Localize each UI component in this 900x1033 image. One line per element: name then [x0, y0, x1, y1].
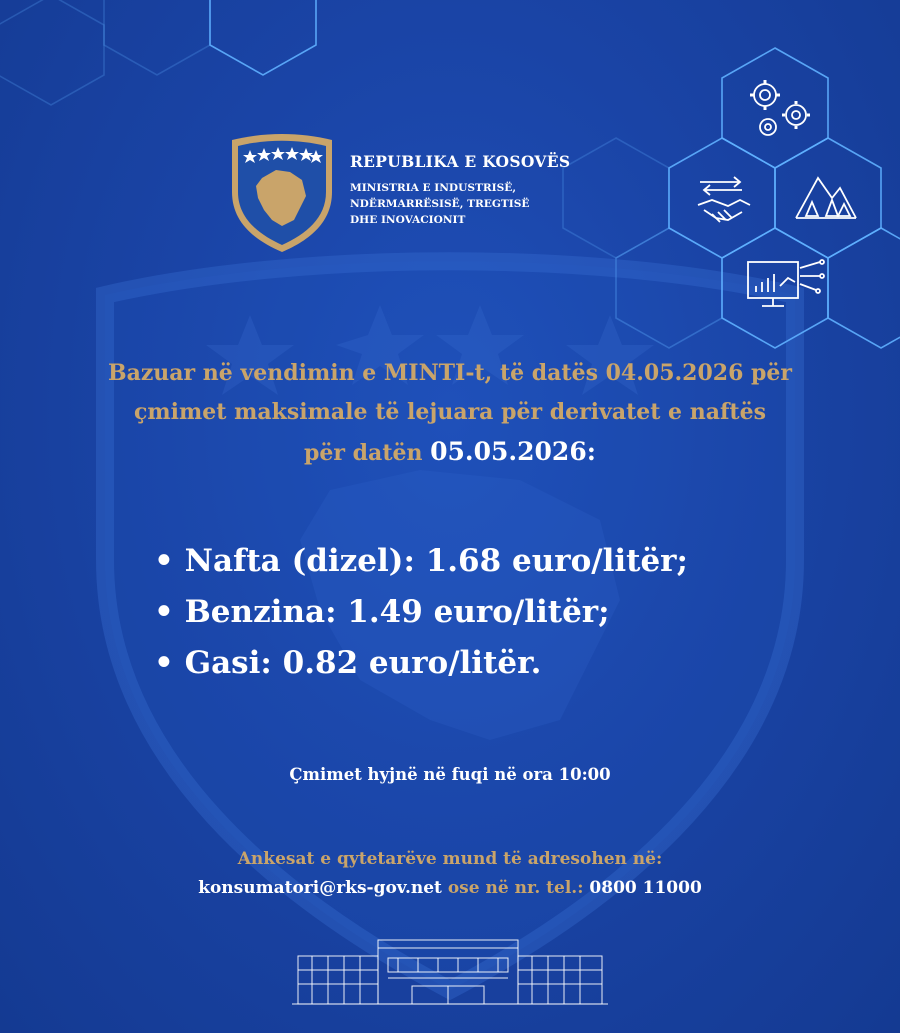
- ministry-title: [350, 180, 570, 228]
- contact-line-1: Ankesat e qytetarëve mund të adresohen në:: [237, 849, 663, 869]
- price-gas: • Gasi: 0.82 euro/litër.: [154, 645, 542, 681]
- price-petrol: • Benzina: 1.49 euro/litër;: [154, 594, 610, 630]
- intro-line-2: çmimet maksimale të lejuara për derivatet e naftës: [134, 399, 766, 425]
- contact-phone[interactable]: 0800 11000: [589, 878, 702, 898]
- kosovo-coat-of-arms-icon: [228, 134, 336, 254]
- decision-intro: [20, 354, 880, 473]
- intro-date-prefix: për datën: [304, 440, 423, 466]
- contact-line-2: [0, 874, 900, 903]
- gears-icon: [750, 80, 810, 135]
- handshake-icon: [698, 177, 750, 222]
- ministry-line-1: MINISTRIA E INDUSTRISË,: [350, 182, 517, 194]
- mountains-trees-icon: [796, 178, 856, 218]
- effective-date: 05.05.2026:: [430, 437, 596, 466]
- analytics-monitor-icon: [748, 260, 824, 306]
- price-diesel: • Nafta (dizel): 1.68 euro/litër;: [154, 543, 688, 579]
- intro-line-3: [20, 432, 880, 473]
- building-outline-icon: [292, 938, 608, 1006]
- ministry-line-3: DHE INOVACIONIT: [350, 214, 466, 226]
- contact-middle-text: ose në nr. tel.:: [441, 878, 590, 898]
- effective-time: Çmimet hyjnë në fuqi në ora 10:00: [289, 765, 611, 784]
- ministry-line-2: NDËRMARRËSISË, TREGTISË: [350, 198, 530, 210]
- contact-email[interactable]: konsumatori@rks-gov.net: [198, 878, 442, 898]
- ministry-header: [228, 134, 648, 254]
- complaints-contact: [0, 845, 900, 903]
- fuel-price-list: [154, 536, 688, 689]
- intro-line-1: Bazuar në vendimin e MINTI-t, të datës 04.05.2026 për: [107, 360, 793, 386]
- republic-title: REPUBLIKA E KOSOVËS: [350, 152, 571, 171]
- ministry-name: [350, 152, 570, 228]
